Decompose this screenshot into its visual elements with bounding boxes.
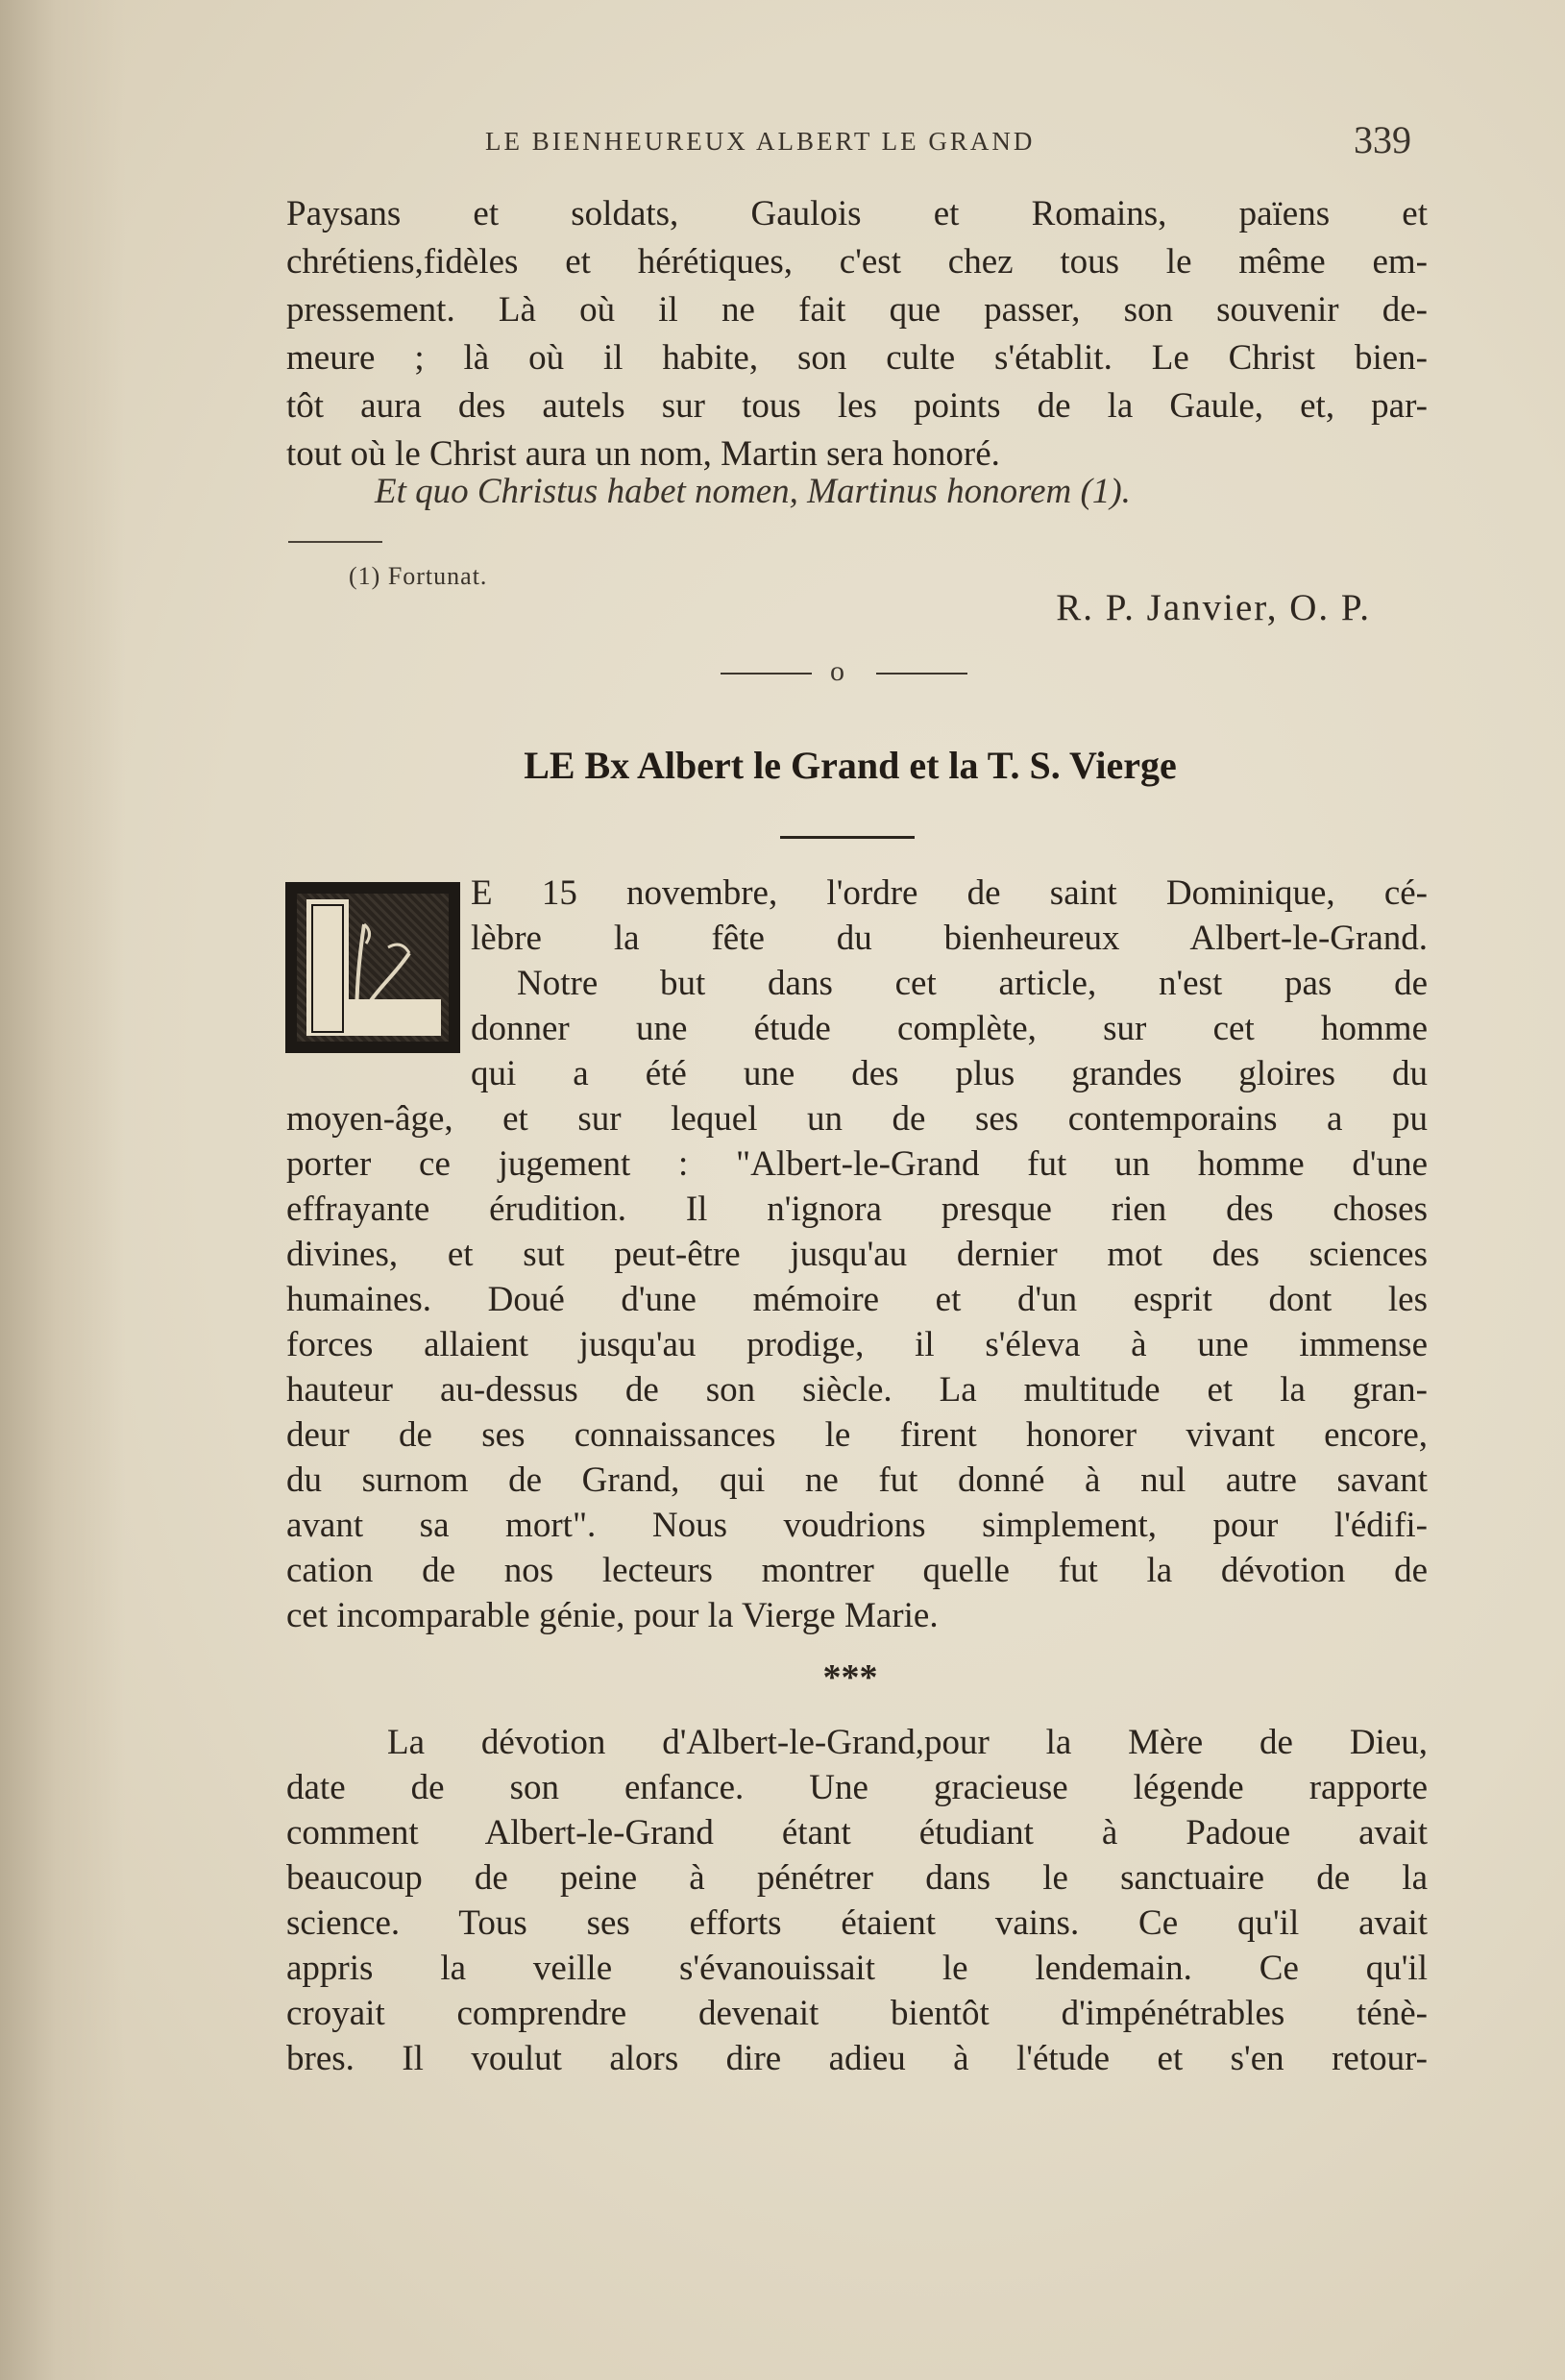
text-line: E 15 novembre, l'ordre de saint Dominique, cé- xyxy=(471,873,1428,913)
paragraph-devotion xyxy=(286,1720,1428,2081)
text-line: cet incomparable génie, pour la Vierge Marie. xyxy=(286,1596,939,1635)
text-line: bres. Il voulut alors dire adieu à l'étude et s'en retour- xyxy=(286,2039,1428,2078)
text-line: meure ; là où il habite, son culte s'établit. Le Christ bien- xyxy=(286,338,1428,378)
text-line: tôt aura des autels sur tous les points de la Gaule, et, par- xyxy=(286,386,1428,426)
text-line: moyen-âge, et sur lequel un de ses contemporains a pu xyxy=(286,1099,1428,1139)
paragraph-martin xyxy=(286,190,1428,478)
text-line: cation de nos lecteurs montrer quelle fut la dévotion de xyxy=(286,1551,1428,1590)
text-line: divines, et sut peut-être jusqu'au dernier mot des sciences xyxy=(286,1235,1428,1274)
text-line: appris la veille s'évanouissait le lendemain. Ce qu'il xyxy=(286,1949,1428,1988)
text-line: Notre but dans cet article, n'est pas de xyxy=(517,964,1428,1003)
text-line: chrétiens,fidèles et hérétiques, c'est chez tous le même em- xyxy=(286,242,1428,282)
footnote-rule xyxy=(288,541,382,543)
text-line: La dévotion d'Albert-le-Grand,pour la Mère de Dieu, xyxy=(387,1723,1428,1762)
text-line: pressement. Là où il ne fait que passer, son souvenir de- xyxy=(286,290,1428,330)
text-line: Paysans et soldats, Gaulois et Romains, païens et xyxy=(286,194,1428,233)
text-line: hauteur au-dessus de son siècle. La multitude et la gran- xyxy=(286,1370,1428,1410)
text-line: du surnom de Grand, qui ne fut donné à nul autre savant xyxy=(286,1460,1428,1500)
page-number: 339 xyxy=(1354,118,1411,161)
latin-quote: Et quo Christus habet nomen, Martinus honorem (1). xyxy=(375,472,1131,511)
text-line: deur de ses connaissances le firent honorer vivant encore, xyxy=(286,1415,1428,1455)
section-divider-right xyxy=(876,673,967,675)
section-divider-mark: o xyxy=(830,655,844,687)
page-gutter-shadow xyxy=(0,0,125,2380)
text-line: porter ce jugement : "Albert-le-Grand fut un homme d'une xyxy=(286,1144,1428,1184)
text-line: humaines. Doué d'une mémoire et d'un esprit dont les xyxy=(286,1280,1428,1319)
section-divider-left xyxy=(721,673,812,675)
paragraph-albert-intro xyxy=(286,871,1428,1638)
author-signature: R. P. Janvier, O. P. xyxy=(1056,587,1371,628)
text-line: date de son enfance. Une gracieuse légende rapporte xyxy=(286,1768,1428,1807)
running-head: LE BIENHEUREUX ALBERT LE GRAND xyxy=(485,127,1036,156)
text-line: avant sa mort". Nous voudrions simplement, pour l'édifi- xyxy=(286,1506,1428,1545)
section-stars: *** xyxy=(822,1657,878,1698)
text-line: donner une étude complète, sur cet homme xyxy=(471,1009,1428,1048)
text-line: qui a été une des plus grandes gloires du xyxy=(471,1054,1428,1093)
page-header xyxy=(288,117,1411,165)
footnote: (1) Fortunat. xyxy=(349,562,488,590)
text-line: croyait comprendre devenait bientôt d'impénétrables ténè- xyxy=(286,1994,1428,2033)
text-line: tout où le Christ aura un nom, Martin sera honoré. xyxy=(286,434,1000,474)
text-line: beaucoup de peine à pénétrer dans le sanctuaire de la xyxy=(286,1858,1428,1898)
text-line: lèbre la fête du bienheureux Albert-le-Grand. xyxy=(471,919,1428,958)
text-line: science. Tous ses efforts étaient vains. Ce qu'il avait xyxy=(286,1903,1428,1943)
text-line: comment Albert-le-Grand étant étudiant à Padoue avait xyxy=(286,1813,1428,1852)
article-title: LE Bx Albert le Grand et la T. S. Vierge xyxy=(524,744,1177,787)
text-line: effrayante érudition. Il n'ignora presque rien des choses xyxy=(286,1190,1428,1229)
text-line: forces allaient jusqu'au prodige, il s'éleva à une immense xyxy=(286,1325,1428,1364)
title-rule xyxy=(780,836,915,839)
